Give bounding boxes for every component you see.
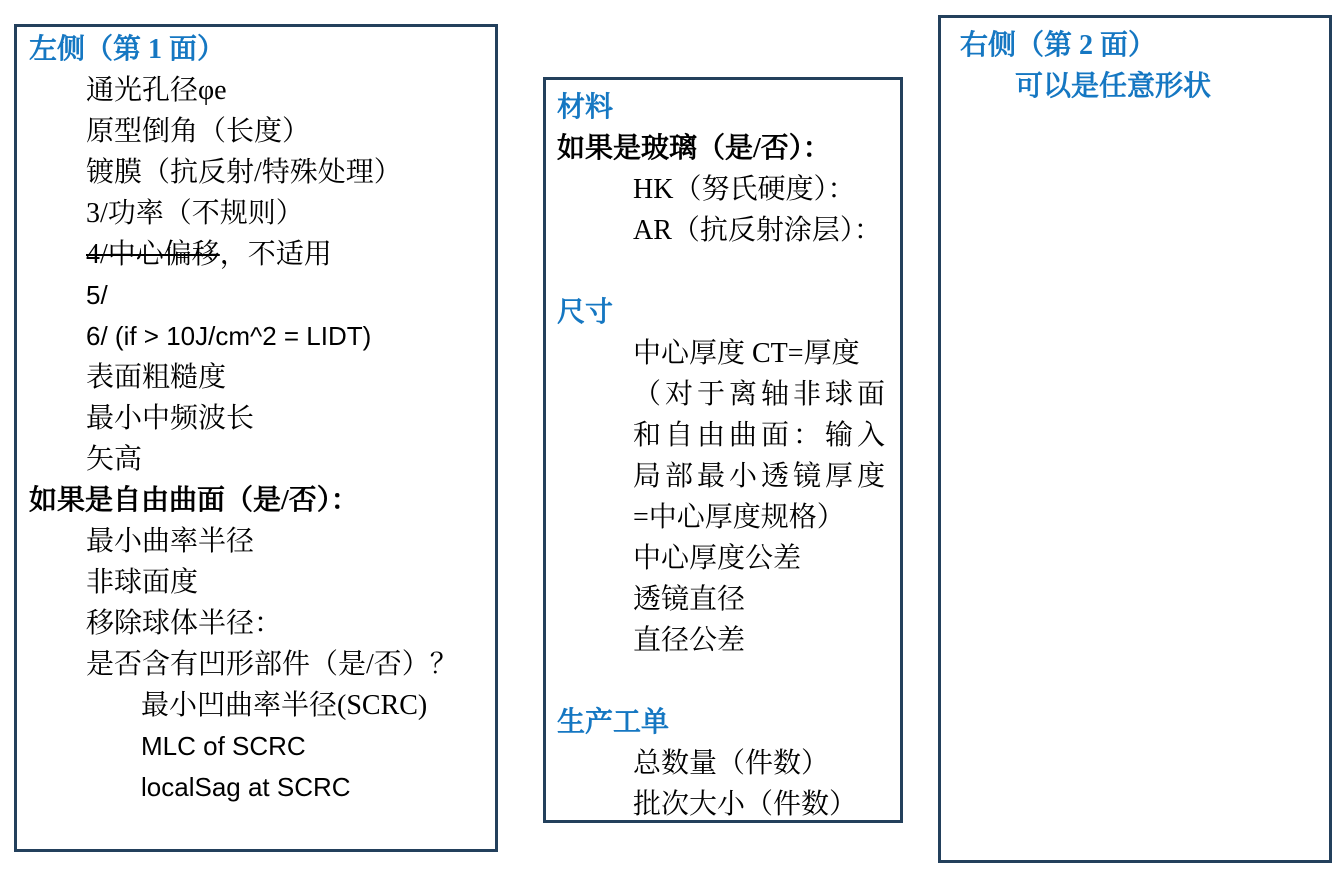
list-item: 中心厚度 CT=厚度 (633, 338, 860, 369)
list-item: 通光孔径φe (86, 75, 227, 106)
right-surface-panel (938, 15, 1332, 863)
section-header: 尺寸 (557, 297, 614, 328)
list-item: 矢高 (86, 444, 143, 475)
struck-text: 4/中心偏移 (86, 239, 220, 270)
list-item: 最小中频波长 (86, 403, 255, 434)
section-header: 材料 (557, 92, 614, 123)
middle-specs-panel (543, 77, 903, 823)
list-item: 如果是玻璃（是/否）： (557, 133, 831, 164)
list-item: 局部最小透镜厚度 (633, 461, 890, 492)
section-header: 可以是任意形状 (1015, 71, 1212, 102)
list-item: 非球面度 (86, 567, 199, 598)
list-item: 如果是自由曲面（是/否）： (29, 485, 359, 516)
list-item: AR（抗反射涂层）： (633, 215, 882, 246)
list-item: =中心厚度规格） (633, 502, 845, 533)
list-item: 透镜直径 (633, 584, 746, 615)
list-item: HK（努氏硬度）： (633, 174, 856, 205)
list-item: 批次大小（件数） (633, 789, 858, 820)
list-item: 表面粗糙度 (86, 362, 227, 393)
list-item: 直径公差 (633, 625, 746, 656)
list-item: 最小凹曲率半径(SCRC) (141, 690, 428, 721)
section-header: 左侧（第 1 面） (29, 34, 226, 65)
list-item: 5/ (86, 280, 108, 310)
section-header: 右侧（第 2 面） (960, 30, 1157, 61)
list-item: 移除球体半径： (86, 608, 283, 639)
list-item: 最小曲率半径 (86, 526, 255, 557)
list-item: 镀膜（抗反射/特殊处理） (86, 157, 402, 188)
list-item-text: ，不适用 (219, 239, 332, 270)
list-item: 3/功率（不规则） (86, 198, 304, 229)
list-item (17, 234, 495, 275)
list-item: 总数量（件数） (633, 748, 830, 779)
list-item: 和自由曲面：输入 (633, 420, 890, 451)
blank-line (546, 251, 900, 292)
list-item: 6/ (if > 10J/cm^2 = LIDT) (86, 321, 372, 351)
list-item: 原型倒角（长度） (86, 116, 311, 147)
section-header: 生产工单 (557, 707, 670, 738)
list-item: MLC of SCRC (141, 731, 306, 761)
left-surface-panel (14, 24, 498, 852)
list-item: 中心厚度公差 (633, 543, 802, 574)
blank-line (546, 661, 900, 702)
list-item: localSag at SCRC (141, 772, 351, 802)
list-item: （对于离轴非球面 (633, 379, 890, 410)
list-item: 是否含有凹形部件（是/否）？ (86, 649, 458, 680)
